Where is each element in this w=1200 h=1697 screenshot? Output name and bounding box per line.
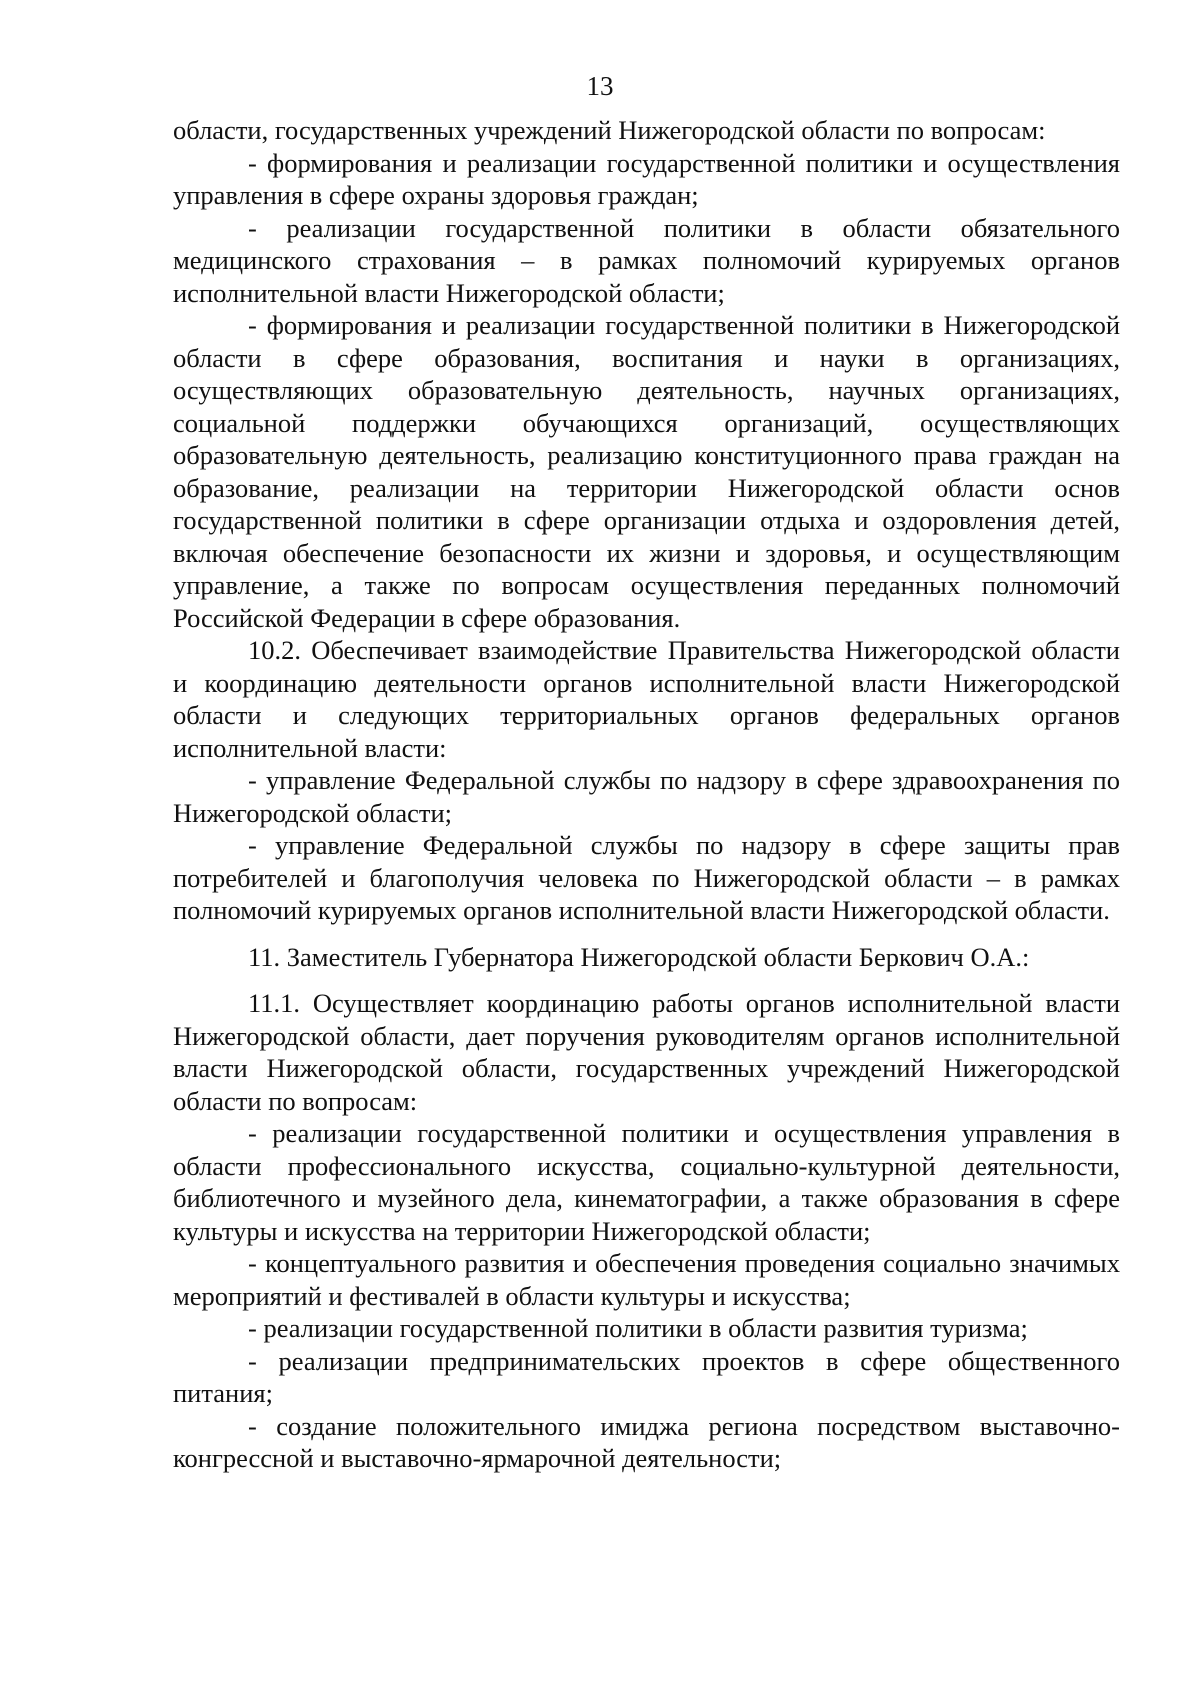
list-item: - формирования и реализации государственной политики в Нижегородской области в сфере образования, воспитания и науки в организациях, осуществляющих образовательную деятельность, научных организациях, социальной поддержки обучающихся организаций, осуществляющих образовательную деятельность, реализацию конституционного права граждан на образование, реализации на территории Нижегородской области основ государственной политики в сфере организации отдыха и оздоровления детей, включая обеспечение безопасности их жизни и здоровья, и осуществляющим управление, а также по вопросам осуществления переданных полномочий Российской Федерации в сфере образования. [173,310,1120,633]
list-item: - реализации государственной политики и осуществления управления в области профессионального искусства, социально-культурной деятельности, библиотечного и музейного дела, кинематографии, а также образования в сфере культуры и искусства на территории Нижегородской области; [173,1118,1120,1246]
clause-10-2: 10.2. Обеспечивает взаимодействие Правительства Нижегородской области и координацию деятельности органов исполнительной власти Нижегородской области и следующих территориальных органов федеральных органов исполнительной власти: [173,635,1120,763]
document-body [173,114,1120,1475]
list-item: - создание положительного имиджа региона посредством выставочно-конгрессной и выставочно-ярмарочной деятельности; [173,1410,1120,1473]
list-item: - управление Федеральной службы по надзору в сфере защиты прав потребителей и благополучия человека по Нижегородской области – в рамках полномочий курируемых органов исполнительной власти Нижегородской области. [173,830,1120,925]
list-item: - управление Федеральной службы по надзору в сфере здравоохранения по Нижегородской области; [173,765,1120,828]
list-item: - реализации государственной политики в области обязательного медицинского страхования – в рамках полномочий курируемых органов исполнительной власти Нижегородской области; [173,212,1120,308]
paragraph: области, государственных учреждений Нижегородской области по вопросам: [173,115,1046,145]
list-item: - реализации государственной политики в области развития туризма; [248,1313,1028,1343]
page-number: 13 [586,71,614,101]
clause-11-1: 11.1. Осуществляет координацию работы органов исполнительной власти Нижегородской области, дает поручения руководителям органов исполнительной власти Нижегородской области, государственных учреждений Нижегородской области по вопросам: [173,988,1120,1116]
list-item: - концептуального развития и обеспечения проведения социально значимых мероприятий и фестивалей в области культуры и искусства; [173,1248,1120,1311]
section-11-heading: 11. Заместитель Губернатора Нижегородской области Беркович О.А.: [248,941,1030,972]
list-item: - реализации предпринимательских проектов в сфере общественного питания; [173,1345,1120,1408]
list-item: - формирования и реализации государственной политики и осуществления управления в сфере охраны здоровья граждан; [173,147,1120,210]
